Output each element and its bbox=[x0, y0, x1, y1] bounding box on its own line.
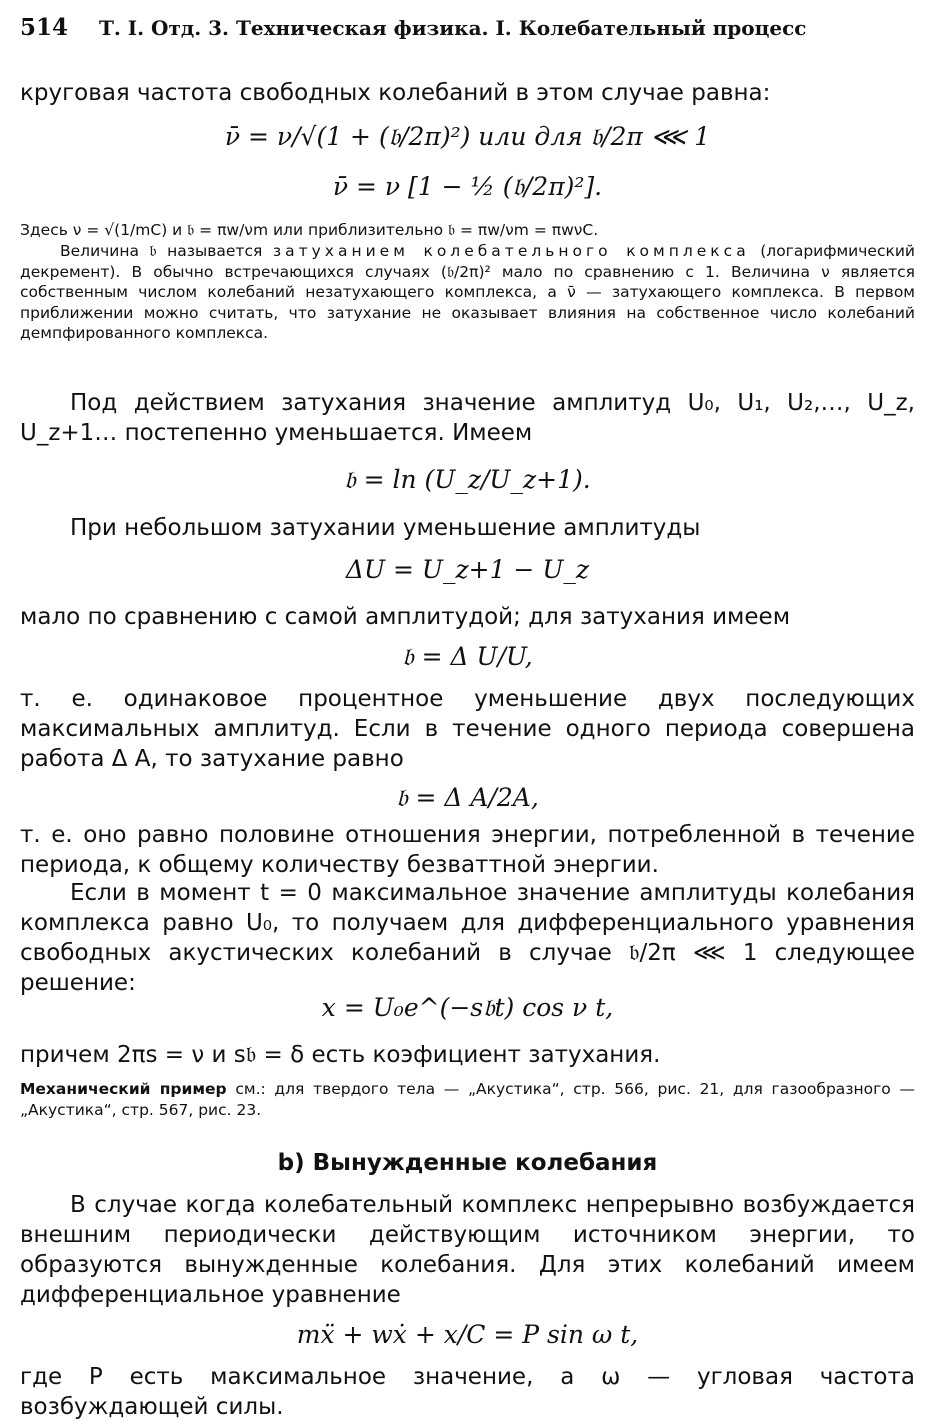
formula: mẍ + wẋ + x/C = P sin ω t, bbox=[296, 1320, 639, 1349]
section-heading: b) Вынужденные колебания bbox=[277, 1150, 658, 1176]
paragraph: мало по сравнению с самой амплитудой; для затухания имеем bbox=[20, 604, 791, 630]
formula: ΔU = U_z+1 − U_z bbox=[345, 555, 590, 584]
page-header bbox=[20, 14, 915, 41]
paragraph: В случае когда колебательный комплекс непрерывно возбуждается внешним периодически действующим источником энергии, то образуются вынужденные колебания. Для этих колебаний имеем дифференциальное уравнение bbox=[20, 1192, 915, 1308]
running-title: Т. I. Отд. 3. Техническая физика. I. Колебательный процесс bbox=[98, 16, 807, 40]
spaced-term: затуханием колебательного комплекса bbox=[272, 242, 750, 260]
formula: 𝔟 = ln (U_z/U_z+1). bbox=[344, 465, 591, 494]
page-number: 514 bbox=[20, 14, 69, 41]
note-bold: Механический пример bbox=[20, 1080, 227, 1098]
note: Механический пример см.: для твердого тела — „Акустика“, стр. 566, рис. 21, для газообразного — „Акустика“, стр. 567, рис. 23. bbox=[20, 1080, 915, 1119]
paragraph: При небольшом затухании уменьшение амплитуды bbox=[70, 515, 701, 541]
paragraph: причем 2πs = ν и s𝔟 = δ есть коэфициент затухания. bbox=[20, 1042, 661, 1068]
formula: 𝔟 = Δ U/U, bbox=[402, 642, 533, 671]
paragraph: где P есть максимальное значение, а ω — угловая частота возбуждающей силы. bbox=[20, 1364, 915, 1420]
formula: x = U₀e^(−s𝔟t) cos ν t, bbox=[321, 993, 614, 1022]
note: Здесь ν = √(1/mC) и 𝔟 = πw/νm или приблизительно 𝔟 = πw/νm = πwνC. bbox=[20, 221, 599, 239]
formula: ν̄ = ν [1 − ½ (𝔟/2π)²]. bbox=[332, 172, 603, 201]
formula: ν̄ = ν/√(1 + (𝔟/2π)²) или для 𝔟/2π ⋘ 1 bbox=[224, 122, 711, 151]
formula: 𝔟 = Δ A/2A, bbox=[396, 783, 539, 812]
paragraph: Под действием затухания значение амплитуд U₀, U₁, U₂,…, U_z, U_z+1… постепенно уменьшается. Имеем bbox=[20, 390, 915, 446]
paragraph: Если в момент t = 0 максимальное значение амплитуды колебания комплекса равно U₀, то получаем для дифференциального уравнения свободных акустических колебаний в случае 𝔟/2π ⋘ 1 следующее решение: bbox=[20, 880, 915, 996]
paragraph: т. е. оно равно половине отношения энергии, потребленной в течение периода, к общему количеству безваттной энергии. bbox=[20, 822, 915, 878]
note: Величина 𝔟 называется затуханием колебательного комплекса (логарифмический декремент). В обычно встречающихся случаях (𝔟/2π)² мало по сравнению с 1. Величина ν является собственным числом колебаний незатухающего комплекса, а ν̄ — затухающего комплекса. В первом приближении можно считать, что затухание не оказывает влияния на собственное число колебаний демпфированного комплекса. bbox=[20, 242, 915, 342]
paragraph: круговая частота свободных колебаний в этом случае равна: bbox=[20, 80, 771, 106]
paragraph: т. е. одинаковое процентное уменьшение двух последующих максимальных амплитуд. Если в течение одного периода совершена работа Δ A, то затухание равно bbox=[20, 686, 915, 772]
